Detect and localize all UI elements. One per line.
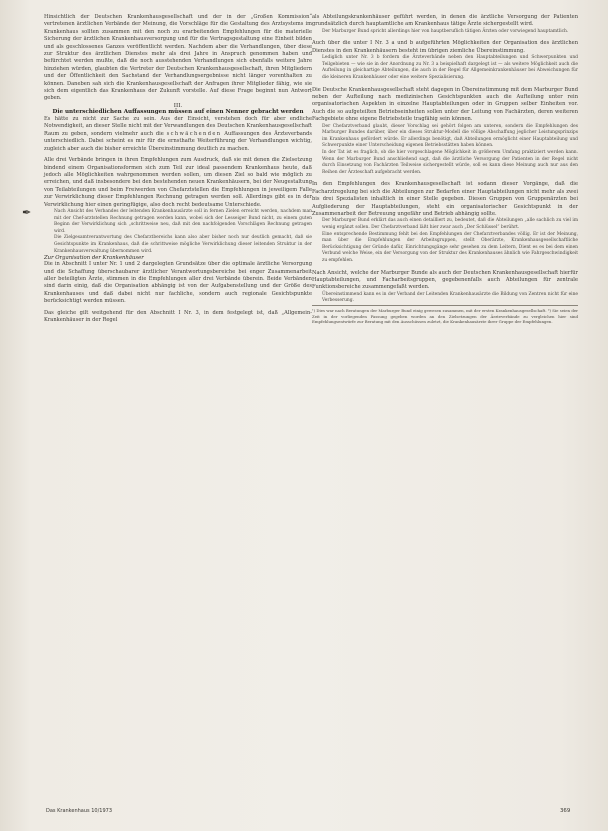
body-paragraph: In den Empfehlungen des Krankenhausgesellschaft ist sodann dieser Vorgänge, daß die Facharztregelung bei sich die Abteilungen zur Bedarfen einer Hauptabteilungen nicht mehr als zwei bis drei Spezialisten inhaltlich in einer Stelle gegeben. Diesen Gruppen von Gruppenärzten bei Aufgliederung der Hauptabteilungen, steht ein organisatorischer Gesichtspunkt in der Zusammenarbeit der Betreuung ungefähr und Betrieb abhängig sollte. <box>312 181 578 217</box>
left-column <box>22 14 312 324</box>
pen-mark-icon: ✒ <box>22 205 32 219</box>
indented-note: Nach Ansicht des Verbandes der leitenden Krankenhausärzte soll in fernen Zielen erreicht werden, nachdem man mit der Chef-arztstellen Rechnung getragen werden kann, wobei sich der Lesseiger Bund nicht, zu einem guten Beginn der Verwirklichung sich „schrittweise neu, daß mit den nachfolgenden Vorschlägen Rechnung getragen wird. <box>54 208 312 234</box>
right-column <box>312 14 578 325</box>
body-paragraph: Nach Ansicht, welche der Marburger Bunde als auch der Deutschen Krankenhausgesellschaft hierfür Hauptabteilungen, und Facharbeitsgruppen, gegebenenfalls auch Abteilungen für zentrale Funktionsbereiche zusammengefaßt werden. <box>312 269 578 291</box>
section-number: III. <box>173 102 183 109</box>
journal-footer: Das Krankenhaus 10/1973 <box>46 808 113 814</box>
annotated-note <box>22 205 312 235</box>
indented-note: Lediglich unter Nr. 3 b fordern die Ärzteverbände neben den Hauptabteilungen und Schwerpunkten und Teilgebieten — wie sie in der Anordnung zu Nr. 3 a beispielhaft dargelegt ist — als weitere Möglichkeit auch die Aufteilung in gleichartige Abteilungen, die auch in der Regel für Allgemeinkrankenhäuser bei Abweichungen für die kleineren Krankenhäuser oder eine weitere Spezialisierung. <box>322 55 578 80</box>
page-number: 369 <box>560 808 571 814</box>
footnotes: ¹) Dies war nach Beratungen der Marburger Bund einig gewesen zusammen, mit der ersten Krankenhausgesellschaft. ²) Sie seien der Zeit in der vorliegenden Fassung gegeben worden an den Zielsetzungen der Ärzteverbände zu vergleichen hier sind Empfehlungsentwürfe zur Beratung mit den Ausschüssen zuletzt, die Krankenhausärzte ihrer Gruppe der Empfehlungen. <box>312 305 578 325</box>
paragraph-text: Auffassungen des Ärzteverbands unterschiedlich. Dabei scheint es mir für die ernsthafte Weiterführung der Verhandlungen wichtig, zugleich aber auch die bisher erreichte Übereinstimmung deutlich zu machen. <box>44 130 312 152</box>
body-paragraph: Hinsichtlich der Deutschen Krankenhausgesellschaft und der in der „Großen Kommission“ vertretenen ärztlichen Verbände der Meinung, die Vorschläge für die Gestaltung des Arztsystems im Krankenhaus sollten zusammen mit den noch zu erarbeitenden Empfehlungen für die materielle Sicherung der ärztlichen Krankenhausversorgung und für die Vertragsgestaltung eine Einheit bilden und als geschlossenes Ganzes veröffentlicht werden. Nachdem aber die Verhandlungen, über diese zur Struktur des ärztlichen Dienstes mehr als drei Jahre in Anspruch genommen haben und befürchtet werden mußte, daß die noch ausstehenden Verhandlungen sich ebenfalls weitere Jahre hinziehen würden, glaubten die Vertreter der Deutschen Krankenhausgesellschaft, ihren Mitgliedern und der Öffentlichkeit den Sachstand der Verhandlungsergebnisse nicht länger vorenthalten zu können. Daneben sah sich die Krankenhausgesellschaft der Anfragen ihrer Mitglieder fähig, wie sie sich dem eigentlich das Krankenhaus der Zukunft vorstelle. Auf diese Frage beginnt nun Antwort geben. <box>44 14 312 102</box>
body-paragraph: Das gleiche gilt weitgehend für den Abschnitt I Nr. 3, in dem festgelegt ist, daß „Allgemein-Krankenhäuser in der Regel <box>44 309 312 323</box>
indented-note: Der Marburger Bund spricht allerdings hier von hauptberuflich tätigen Ärzten oder vorwiegend hauptamtlich. <box>322 28 569 34</box>
indented-note: Übereinstimmend kann es in der Verband der Leitenden Krankenhausärzte die Bildung von Zentren nicht für eine Verbesserung. <box>322 291 578 304</box>
body-paragraph: Die in Abschnitt I unter Nr. 1 und 2 dargelegten Grundsätze über die optimale ärztliche Versorgung und die Schaffung überschaubarer ärztlicher Verantwortungsbereiche bei enger Zusammenarbeit aller beteiligten Ärzte, stimmen in die Empfehlungen aller drei Verbände überein. Beide Verbänden sind darin einig, daß die Organisation abhängig ist von der Aufgabenstellung und der Größe des Krankenhauses und daß dabei nicht nur fachliche, sondern auch regionale Gesichtspunkte berücksichtigt werden müssen. <box>44 261 312 305</box>
indented-note: Eine entsprechende Bestimmung fehlt bei den Empfehlungen der Chefarztverbandes völlig. Er ist der Meinung, man über die Empfehlungen der Arbeitsgruppen, stellt Oberärzte, Krankenhausgesellschaftliche Berücksichtigung der Gründe dafür, Einrichtungsgänge sehr gesehen zu dem Leitern, Dient es es bei dem einen Verbund welche Weise, ein der Versorgung von der Struktur des Krankenhauses ähnlich wie Fahrgeschwindigkeit zu empfehlen. <box>322 231 578 263</box>
body-paragraph: Die Deutsche Krankenhausgesellschaft steht dagegen in Übereinstimmung mit dem Marburger Bund neben der Aufteilung nach medizinischen Gesichtspunkten auch die Aufteilung unter rein organisatorischen Aspekten in einzelne Hauptabteilungen oder in Gruppen selber Einheiten vor. Auch die so aufgeteilten Betriebseinheiten sollen unter der Leitung von Fachärzten, deren weiteren Fachgebiete ohne eigene Betriebsteile tragfähig sein können. <box>312 86 578 123</box>
body-paragraph <box>44 116 312 153</box>
paragraph-text: Es hätte zu nicht zur Sache zu sein. Aus der Einsicht, verstehen doch für aber endliche Notwendigkeit, an dieser Stelle nicht mit der Verwandlungen des Deutschen Krankenhausgesellschaft Raum zu geben, sondern vielmehr auch die <box>44 116 312 137</box>
subheading: Zur Organisation der Krankenhäuser <box>44 255 144 262</box>
indented-note: Die Zielgesamtverantwortung des Chefarztbereichs kann also aber bisher noch nur deutlich gemacht, daß sie Gesichtspunkte im Krankenhaus, daß die schrittweise mögliche Verwirklichung dieser leitenden Struktur in der Krankenhausverwaltung übernommen wird. <box>54 235 312 254</box>
indented-note: In der Tat ist es fraglich, ob die hier vorgeschlagene Möglichkeit in größerem Umfang praktiziert werden kann. Wenn der Marburger Bund anschließend sagt, daß die ärztliche Versorgung der Patienten in der Regel nicht durch Einsetzung von Fachärzten Teilweise sichergestellt würde, soll es kann diese Meinung auch nur aus den Reihen der Ärzteschaft aufgebracht werden. <box>322 150 578 175</box>
spaced-emphasis: schwächenden <box>166 130 222 137</box>
body-paragraph: Auch über die unter I Nr. 3 a und b aufgeführten Möglichkeiten der Organisation des ärztlichen Dienstes in den Krankenhäusern besteht im übrigen ziemliche Übereinstimmung. <box>312 40 578 54</box>
section-heading: Die unterschiedlichen Auffassungen müssen auf einen Nenner gebracht werden <box>52 108 304 115</box>
body-paragraph: als Abteilungskrankenhäuser geführt werden, in denen die ärztliche Versorgung der Patienten grundsätzlich durch hauptamtliche am Krankenhaus tätige Ärzte sichergestellt wird. <box>312 14 578 28</box>
indented-note: Der Chefarztverband glaubt, dieser Vorschlag sei gehört folgen am unteren, sondern die Empfehlungen des Marburger Bundes darüber, über ein dieses Struktur-Modell die völlige Abschaffung jeglicher Leistungsprinzips im Krankenhaus gefördert würde. Er allerdings benötigt, daß Abteilungen ermöglicht einer Hauptabteilung und Schwerpunkte einer Unterscheidung eigenen Betriebsstätten haben können. <box>322 123 578 149</box>
body-paragraph: Alle drei Verbände bringen in ihren Empfehlungen zum Ausdruck, daß sie mit denen die Zielsetzung bindend einem Organisationsformen sich zum Teil zur ideal passendem Krankenhaus heute, daß jedoch alle Möglichkeiten wahrgenommen werden sollen, um diesen Ziel so bald wie möglich zu erreichen, und daß insbesondere bei den bestehenden neuen Krankenhäusern, bei der Neugestaltung von Teilabteilungen und beim Freiwerden von Chefarztstellen die Empfehlungen in jeweiligem Falle zur Verwirklichung dieser Empfehlungen Rechnung getragen werden soll. Allerdings gibt es in der Verwirklichung hier einen geringfügige, also doch recht bedeutsame Unterschiede. <box>44 157 312 208</box>
indented-note: Der Marburger Bund erklärt das auch einen detailliert zu, bedeutet, daß die Abteilungen „alle sachlich zu viel im wenig ergänzt sollen. Der Chefarztverband läßt hier zwar auch „Der Schlüssel“ berührt. <box>322 218 578 230</box>
